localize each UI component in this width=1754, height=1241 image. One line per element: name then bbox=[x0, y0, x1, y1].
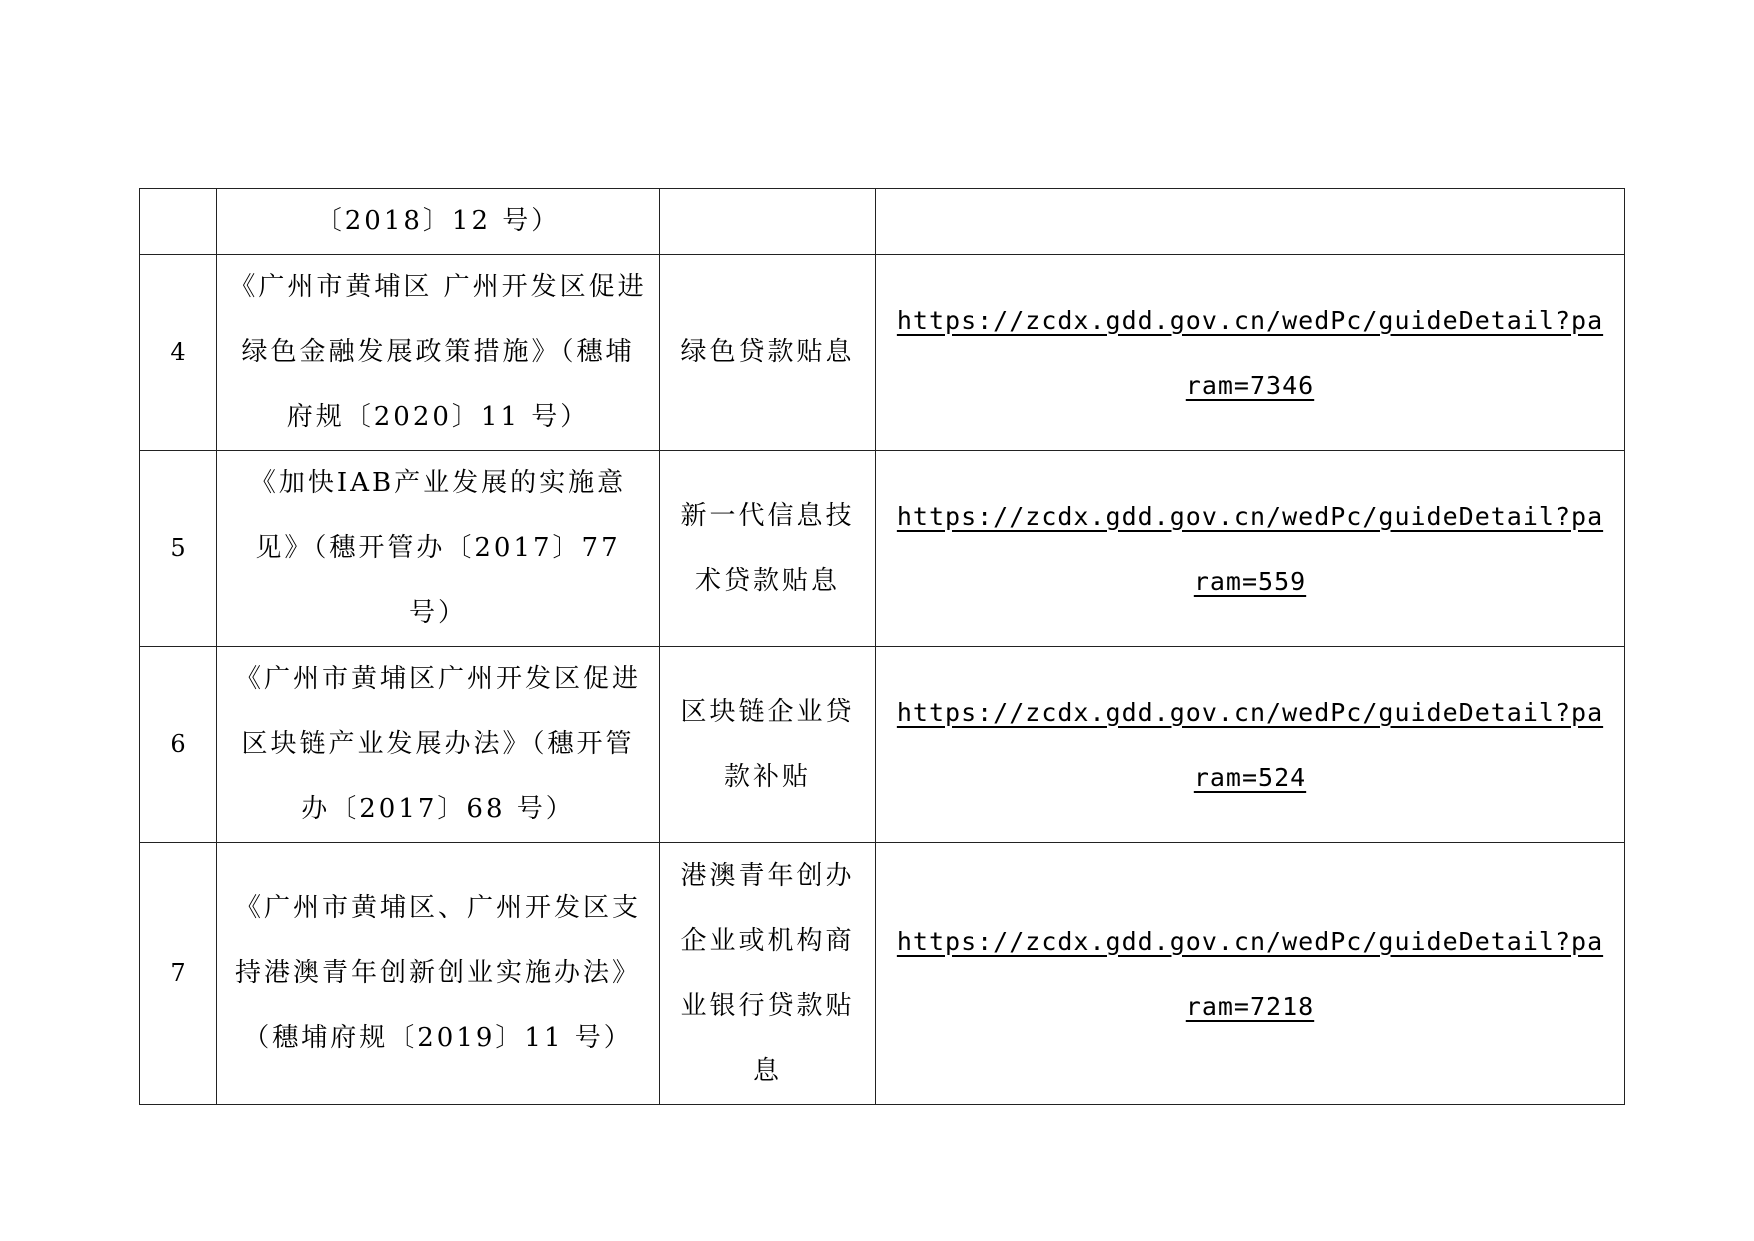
guide-link[interactable]: https://zcdx.gdd.gov.cn/wedPc/guideDetail?param=7218 bbox=[896, 926, 1604, 1021]
policy-table bbox=[139, 188, 1625, 1105]
support-item-cell: 新一代信息技术贷款贴息 bbox=[660, 451, 876, 647]
row-number-cell: 7 bbox=[140, 843, 217, 1105]
table-row bbox=[140, 647, 1625, 843]
guide-link-cell bbox=[876, 843, 1625, 1105]
table-row bbox=[140, 843, 1625, 1105]
table-row bbox=[140, 451, 1625, 647]
guide-link-cell bbox=[876, 255, 1625, 451]
guide-link-cell bbox=[876, 647, 1625, 843]
guide-link-cell bbox=[876, 189, 1625, 255]
row-number-cell: 5 bbox=[140, 451, 217, 647]
table-row bbox=[140, 255, 1625, 451]
guide-link-cell bbox=[876, 451, 1625, 647]
policy-document-cell: 《广州市黄埔区、广州开发区支持港澳青年创新创业实施办法》（穗埔府规〔2019〕11 号） bbox=[217, 843, 660, 1105]
guide-link[interactable]: https://zcdx.gdd.gov.cn/wedPc/guideDetail?param=559 bbox=[896, 501, 1604, 596]
row-number-cell: 4 bbox=[140, 255, 217, 451]
table-row bbox=[140, 189, 1625, 255]
guide-link[interactable]: https://zcdx.gdd.gov.cn/wedPc/guideDetail?param=7346 bbox=[896, 305, 1604, 400]
policy-document-cell: 《加快IAB产业发展的实施意见》（穗开管办〔2017〕77 号） bbox=[217, 451, 660, 647]
row-number-cell: 6 bbox=[140, 647, 217, 843]
support-item-cell: 区块链企业贷款补贴 bbox=[660, 647, 876, 843]
support-item-cell: 绿色贷款贴息 bbox=[660, 255, 876, 451]
policy-document-cell: 《广州市黄埔区 广州开发区促进绿色金融发展政策措施》（穗埔府规〔2020〕11 号） bbox=[217, 255, 660, 451]
policy-document-cell: 《广州市黄埔区广州开发区促进区块链产业发展办法》（穗开管办〔2017〕68 号） bbox=[217, 647, 660, 843]
row-number-cell bbox=[140, 189, 217, 255]
support-item-cell: 港澳青年创办企业或机构商业银行贷款贴息 bbox=[660, 843, 876, 1105]
support-item-cell bbox=[660, 189, 876, 255]
guide-link[interactable]: https://zcdx.gdd.gov.cn/wedPc/guideDetail?param=524 bbox=[896, 697, 1604, 792]
policy-document-cell: 〔2018〕12 号） bbox=[217, 189, 660, 255]
